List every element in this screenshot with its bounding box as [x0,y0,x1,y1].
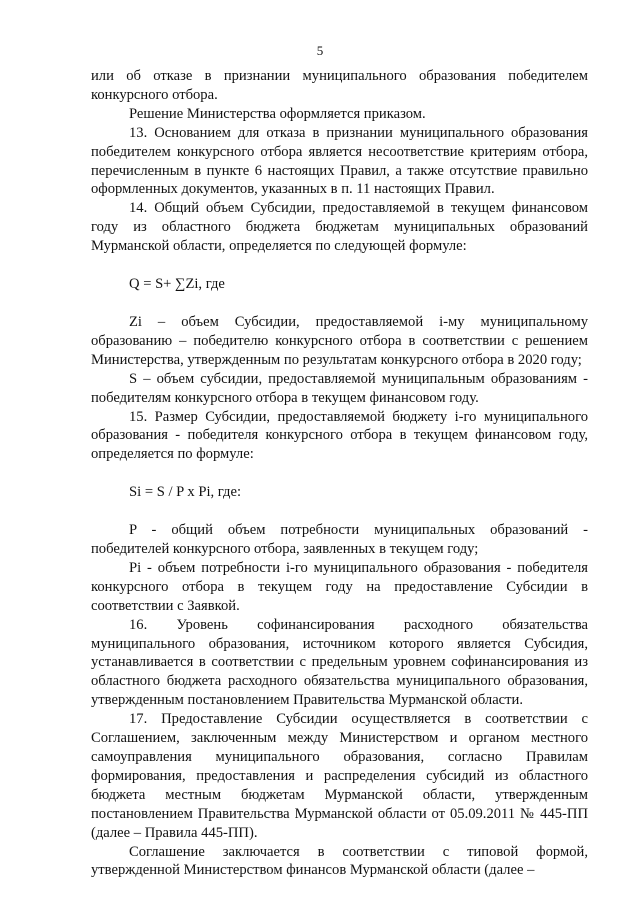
paragraph-decision: Решение Министерства оформляется приказом. [129,105,426,122]
paragraph-s: S – объем субсидии, предоставляемой муниципальным образованиям - победителям конкурсного отбора в текущем финансовом году. [91,370,588,406]
paragraph-zi: Zi – объем Субсидии, предоставляемой i-му муниципальному образованию – победителю конкурсного отбора в соответствии с решением Министерства, утвержденным по результатам конкурсного отбора в 2020 году; [91,313,588,368]
paragraph-13: 13. Основанием для отказа в признании муниципального образования победителем конкурсного отбора является несоответствие критериям отбора, перечисленным в пункте 6 настоящих Правил, а также отсутствие правильно оформленных документов, указанных в п. 11 настоящих Правил. [91,124,588,198]
paragraph-15: 15. Размер Субсидии, предоставляемой бюджету i-го муниципального образования - победителя конкурсного отбора в текущем финансовом году, определяется по формуле: [91,408,588,463]
paragraph-16: 16. Уровень софинансирования расходного обязательства муниципального образования, источником которого является Субсидия, устанавливается в соответствии с предельным уровнем софинансирования из областного бюджета расходного обязательства муниципального образования, утвержденным постановлением Правительства Мурманской области. [91,616,588,709]
paragraph-pi: Pi - объем потребности i-го муниципального образования - победителя конкурсного отбора в текущем году на предоставление Субсидии в соответствии с Заявкой. [91,559,588,614]
paragraph-14: 14. Общий объем Субсидии, предоставляемой в текущем финансовом году из областного бюджета бюджетам муниципальных образований Мурманской области, определяется по следующей формуле: [91,200,588,255]
page-number: 5 [316,43,324,58]
paragraph-agreement: Соглашение заключается в соответствии с типовой формой, утвержденной Министерством финансов Мурманской области (далее – [91,843,588,879]
formula-q: Q = S+ ∑Zi, где [129,276,225,293]
formula-si: Si = S / P x Pi, где: [129,484,242,501]
paragraph-p: P - общий объем потребности муниципальных образований - победителей конкурсного отбора, заявленных в текущем году; [91,522,588,558]
document-body [91,67,588,880]
paragraph-cont: или об отказе в признании муниципального образования победителем конкурсного отбора. [91,68,588,103]
paragraph-17: 17. Предоставление Субсидии осуществляется в соответствии с Соглашением, заключенным между Министерством и органом местного самоуправления муниципального образования, согласно Правилам формирования, предоставления и распределения субсидий из областного бюджета местным бюджетам Мурманской области, утвержденным постановлением Правительства Мурманской области от 05.09.2011 № 445-ПП (далее – Правила 445-ПП). [91,711,588,841]
